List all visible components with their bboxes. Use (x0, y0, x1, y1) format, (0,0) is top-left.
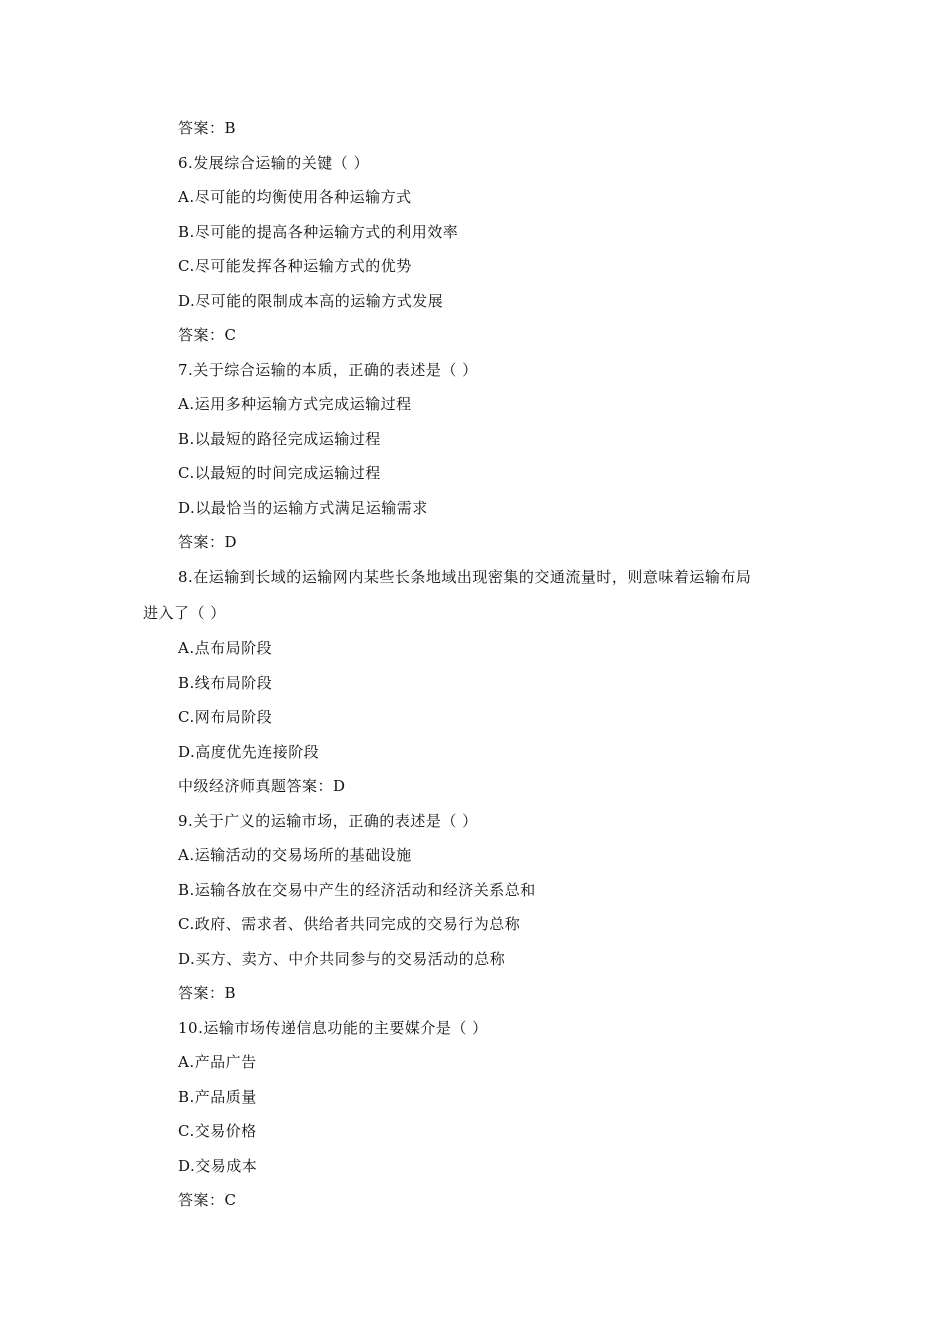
question-10-option-c: C.交易价格 (178, 1122, 257, 1140)
question-9-option-c: C.政府、需求者、供给者共同完成的交易行为总称 (178, 915, 521, 933)
question-8-option-c: C.网布局阶段 (178, 708, 273, 726)
answer-10: 答案：C (178, 1191, 237, 1209)
answer-7: 答案：D (178, 533, 238, 551)
question-6: 6.发展综合运输的关键（ ） (178, 154, 370, 172)
question-10-option-d: D.交易成本 (178, 1157, 258, 1175)
question-7-option-d: D.以最恰当的运输方式满足运输需求 (178, 499, 428, 517)
question-6-option-a: A.尽可能的均衡使用各种运输方式 (178, 188, 412, 206)
answer-5: 答案：B (178, 119, 237, 137)
question-8-option-b: B.线布局阶段 (178, 674, 273, 692)
question-10: 10.运输市场传递信息功能的主要媒介是（ ） (178, 1019, 488, 1037)
question-9-option-b: B.运输各放在交易中产生的经济活动和经济关系总和 (178, 881, 536, 899)
question-8-option-a: A.点布局阶段 (178, 639, 273, 657)
question-7-option-b: B.以最短的路径完成运输过程 (178, 430, 381, 448)
question-9-option-a: A.运输活动的交易场所的基础设施 (178, 846, 412, 864)
question-7-option-c: C.以最短的时间完成运输过程 (178, 464, 381, 482)
question-7: 7.关于综合运输的本质，正确的表述是（ ） (178, 361, 478, 379)
question-6-option-b: B.尽可能的提高各种运输方式的利用效率 (178, 223, 459, 241)
question-9: 9.关于广义的运输市场，正确的表述是（ ） (178, 812, 478, 830)
question-6-option-c: C.尽可能发挥各种运输方式的优势 (178, 257, 412, 275)
question-6-option-d: D.尽可能的限制成本高的运输方式发展 (178, 292, 444, 310)
answer-8: 中级经济师真题答案：D (178, 777, 346, 795)
question-10-option-a: A.产品广告 (178, 1053, 257, 1071)
answer-9: 答案：B (178, 984, 237, 1002)
question-10-option-b: B.产品质量 (178, 1088, 257, 1106)
question-7-option-a: A.运用多种运输方式完成运输过程 (178, 395, 412, 413)
question-9-option-d: D.买方、卖方、中介共同参与的交易活动的总称 (178, 950, 506, 968)
question-8-continuation: 进入了（ ） (143, 604, 226, 622)
question-8: 8.在运输到长域的运输网内某些长条地域出现密集的交通流量时，则意味着运输布局 (178, 568, 752, 586)
question-8-option-d: D.高度优先连接阶段 (178, 743, 320, 761)
answer-6: 答案：C (178, 326, 237, 344)
